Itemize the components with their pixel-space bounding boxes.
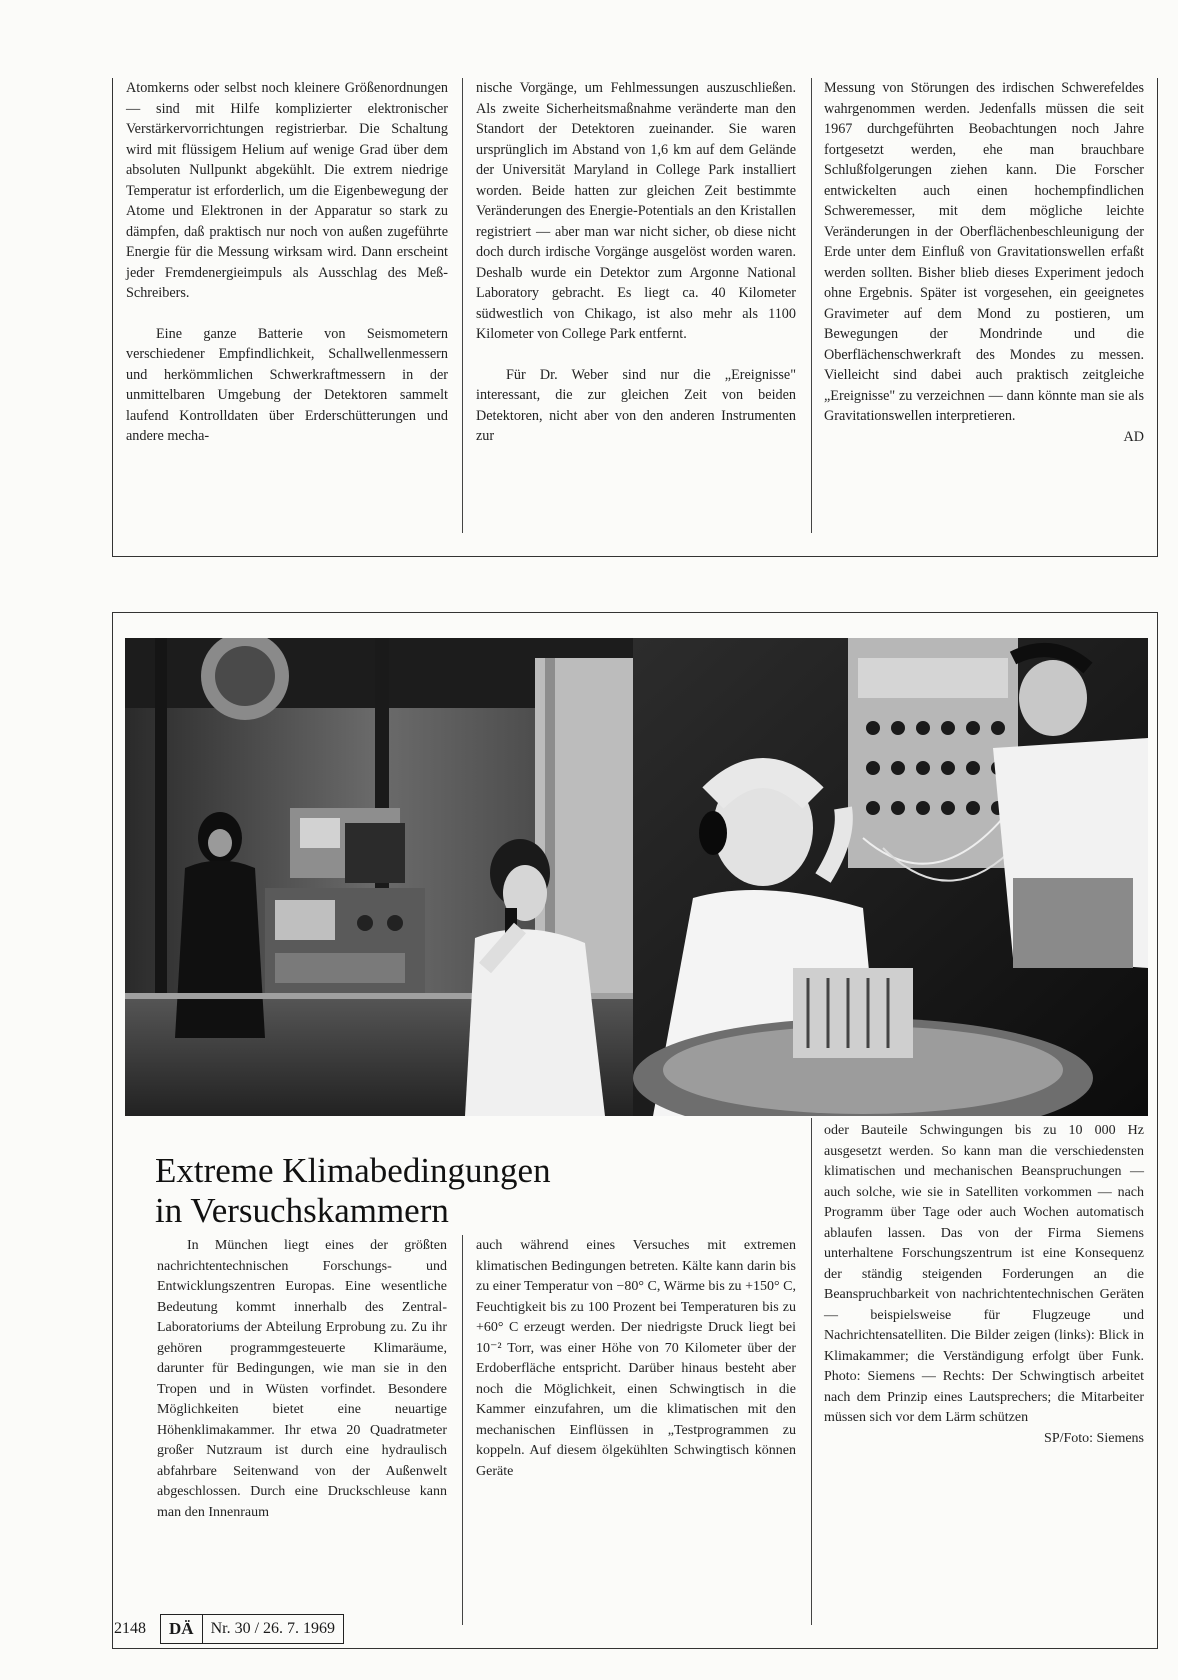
- paragraph: Für Dr. Weber sind nur die „Ereignisse" interessant, die zur gleichen Zeit von beiden Detektoren, nicht aber von den anderen Instrumenten zur: [476, 366, 796, 444]
- page-footer: [114, 1614, 344, 1644]
- column-rule: [811, 1118, 812, 1625]
- paragraph: nische Vorgänge, um Fehlmessungen auszuschließen. Als zweite Sicherheitsmaßnahme veränderte man den Standort der Detektoren zueinander. Sie waren ursprünglich im Abstand von 1,6 km auf dem Gelände der Universität Maryland in College Park installiert worden. Beide hatten zur gleichen Zeit bestimmte Veränderungen des Energie-Potentials an den Kristallen registriert — aber man war nicht sicher, ob diese nicht doch durch irdische Vorgänge ausgelöst worden waren. Deshalb wurde ein Detektor zum Argonne National Laboratory gebracht. Es liegt ca. 40 Kilometer südwestlich von Chikago, ist also mehr als 1100 Kilometer von College Park entfernt.: [476, 80, 796, 342]
- headline-line-2: in Versuchskammern: [155, 1191, 449, 1231]
- paragraph: auch während eines Versuches mit extremen klimatischen Bedingungen betreten. Kälte kann darin bis zu einer Temperatur von −80° C, Wärme bis zu +150° C, Feuchtigkeit bis zu 100 Prozent bei Temperaturen bis zu +60° C erzeugt werden. Der niedrigste Druck liegt bei 10⁻² Torr, was einer Höhe von 70 Kilometer über der Erdoberfläche entspricht. Darüber hinaus besteht aber noch die Möglichkeit, einen Schwingtisch in die Kammer einzufahren, um die klimatischen mit den mechanischen Einflüssen in „Testprogrammen zu koppeln. Auf diesem ölgekühlten Schwingtisch können Geräte: [476, 1238, 796, 1479]
- author-signature: AD: [1123, 428, 1144, 445]
- vibration-table-photo-illustration: [633, 638, 1148, 1116]
- photo-vibration-table: [633, 638, 1148, 1116]
- page-number: 2148: [114, 1620, 146, 1637]
- lower-column-3: [824, 1121, 1144, 1449]
- headline-line-1: Extreme Klimabedingungen: [155, 1151, 551, 1191]
- climate-chamber-photo-illustration: [125, 638, 633, 1116]
- issue-number: Nr. 30 / 26. 7. 1969: [210, 1620, 336, 1637]
- lower-column-2: [476, 1236, 796, 1482]
- top-column-3: [824, 78, 1144, 447]
- journal-logo: DÄ: [161, 1615, 203, 1643]
- paragraph: Messung von Störungen des irdischen Schwerefeldes wahrgenommen werden. Jedenfalls müssen die seit 1967 durchgeführten Beobachtungen noch Jahre fortgesetzt werden, ehe man brauchbare Schlußfolgerungen ziehen kann. Die Forscher entwickelten auch einen hochempfindlichen Schweremesser, mit dem mögliche leichte Veränderungen in der Oberflächenbeschleunigung der Erde unter dem Einfluß von Gravitationswellen erfaßt werden sollten. Bisher blieb dieses Experiment jedoch ohne Ergebnis. Später ist vorgesehen, ein geeignetes Gravimeter auf dem Mond zu postieren, um Bewegungen der Mondrinde und die Oberflächenschwerkraft des Mondes zu messen. Vielleicht sind dabei auch praktisch zeitgleiche „Ereignisse" zu verzeichnen — dann könnte man sie als Gravitationswellen interpretieren.: [824, 80, 1144, 424]
- lower-column-1: [157, 1236, 447, 1523]
- article-headline: [155, 1151, 755, 1231]
- top-column-1: [126, 78, 448, 447]
- column-rule: [462, 1235, 463, 1625]
- paragraph: Atomkerns oder selbst noch kleinere Größenordnungen — sind mit Hilfe komplizierter elektronischer Verstärkervorrichtungen registrierbar. Die Schaltung wird mit flüssigem Helium auf wenige Grad über dem absoluten Nullpunkt abgekühlt. Die extrem niedrige Temperatur ist erforderlich, um die Eigenbewegung der Atome und Elektronen in der Apparatur so stark zu dämpfen, daß praktisch nur noch von außen zugeführte Energie für die Messung wirksam wird. Dann erscheint jeder Fremdenergieimpuls als Ausschlag des Meß-Schreibers.: [126, 80, 448, 301]
- paragraph: oder Bauteile Schwingungen bis zu 10 000 Hz ausgesetzt werden. So kann man die verschiedensten klimatischen und mechanischen Beanspruchungen — auch solche, wie sie in Satelliten vorkommen — nach Programm über Tage oder auch Wochen automatisch ablaufen lassen. Das von der Firma Siemens unterhaltene Forschungszentrum ist eine Konsequenz der ständig steigenden Forderungen an die Beanspruchbarkeit von nachrichtentechnischen Geräten — beispielsweise für Flugzeuge und Nachrichtensatelliten. Die Bilder zeigen (links): Blick in Klimakammer; die Verständigung erfolgt über Funk. Photo: Siemens — Rechts: Der Schwingtisch arbeitet nach dem Prinzip eines Lautsprechers; die Mitarbeiter müssen sich vor dem Lärm schützen: [824, 1123, 1144, 1425]
- paragraph: Eine ganze Batterie von Seismometern verschiedener Empfindlichkeit, Schallwellenmessern und herkömmlichen Schwerkraftmessern in der unmittelbaren Umgebung der Detektoren sammelt laufend Kontrolldaten über Erderschütterungen und andere mecha-: [126, 325, 448, 444]
- column-rule: [811, 78, 812, 533]
- top-column-2: [476, 78, 796, 447]
- issue-box: [160, 1614, 344, 1644]
- column-rule: [462, 78, 463, 533]
- paragraph: In München liegt eines der größten nachrichtentechnischen Forschungs- und Entwicklungszentren Europas. Eine wesentliche Bedeutung kommt innerhalb des Zentral-Laboratoriums der Abteilung Erprobung zu. Zu ihr gehören programmgesteuerte Klimaräume, darunter für Bedingungen, wie man sie in den Tropen und in Wüsten vorfindet. Besondere Möglichkeiten bietet eine neuartige Höhenklimakammer. Ihr etwa 20 Quadratmeter großer Nutzraum ist durch eine hydraulisch abfahrbare Seitenwand von der Außenwelt abgeschlossen. Durch eine Druckschleuse kann man den Innenraum: [157, 1238, 447, 1520]
- photo-climate-chamber: [125, 638, 633, 1116]
- photo-credit: SP/Foto: Siemens: [1044, 1430, 1144, 1446]
